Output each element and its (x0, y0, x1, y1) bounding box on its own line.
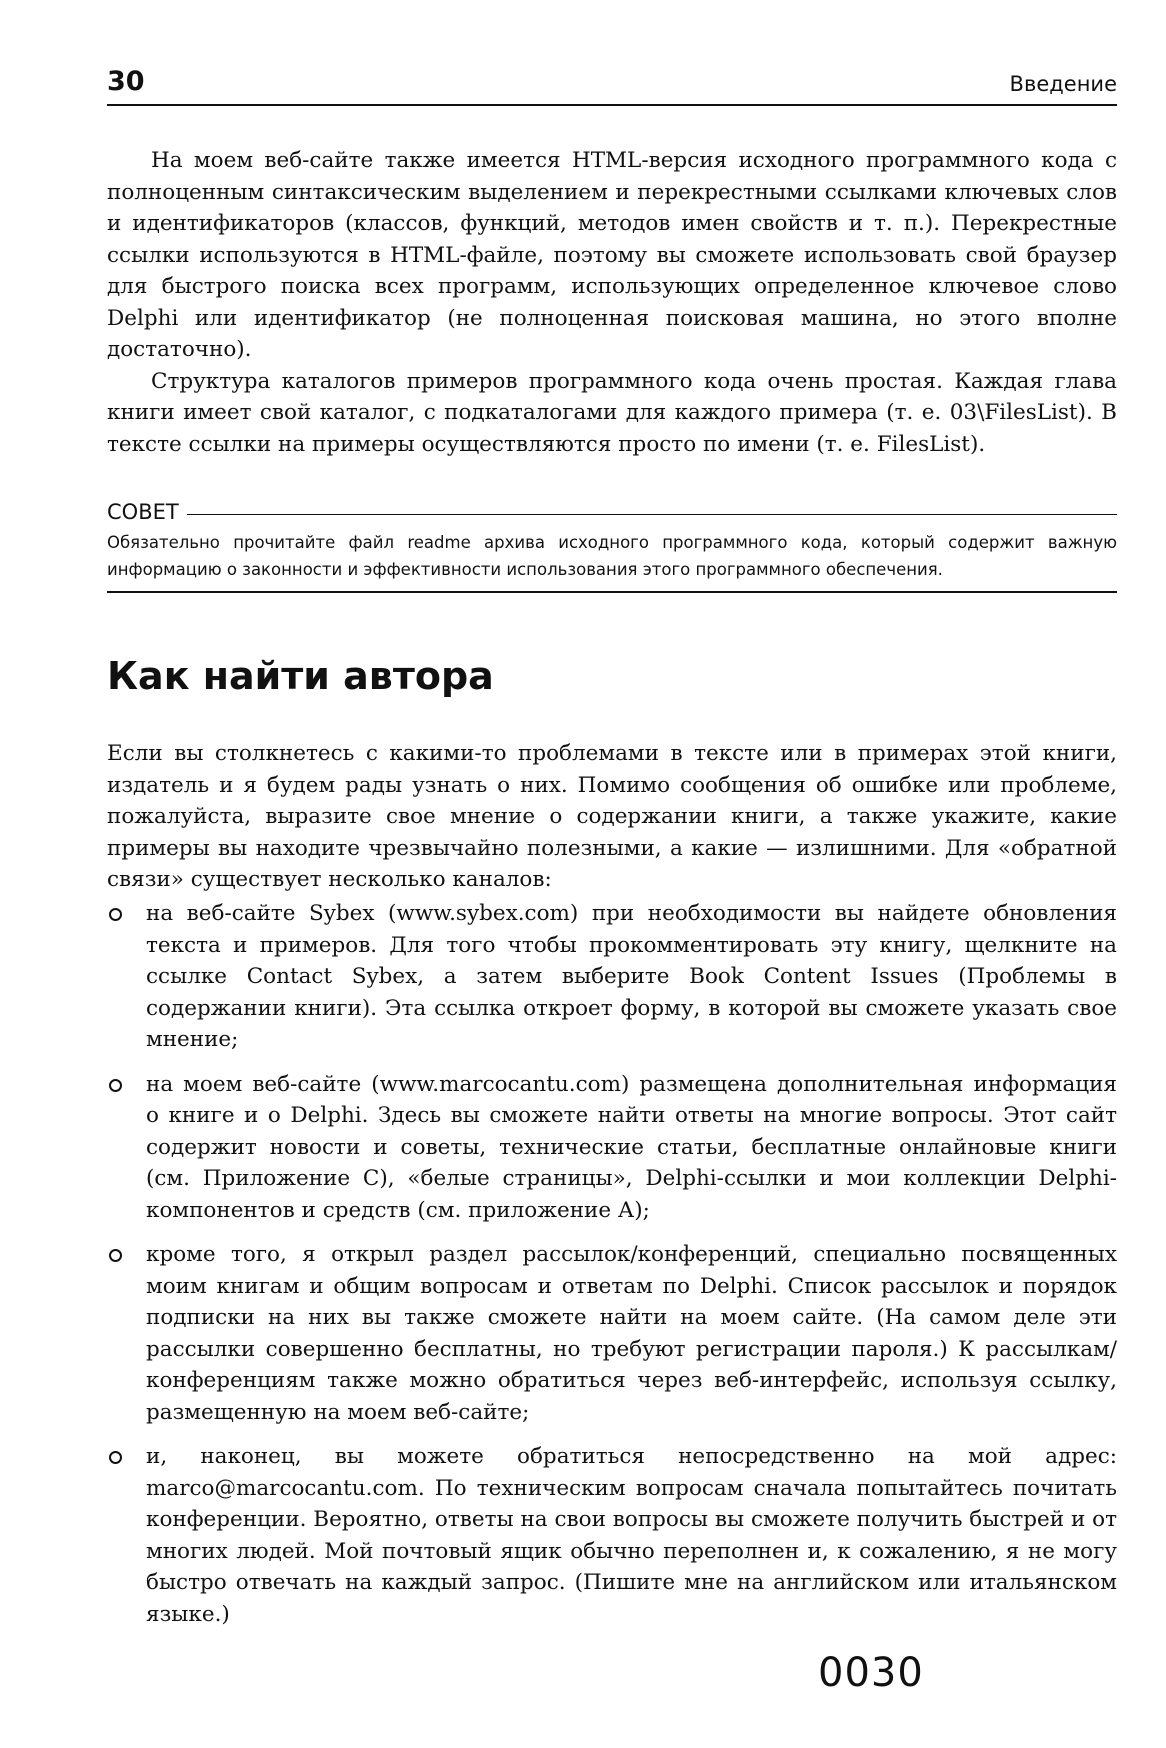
feedback-channels-list (107, 898, 1117, 1643)
section-heading: Как найти автора (107, 654, 494, 698)
running-header (107, 64, 1117, 106)
list-item (107, 1441, 1117, 1630)
bullet-circle-icon (109, 1249, 122, 1262)
tip-box (107, 497, 1117, 593)
chapter-title: Введение (1009, 72, 1117, 96)
list-item-text: на веб-сайте Sybex (www.sybex.com) при необходимости вы найдете обновления текста и примеров. Для того чтобы прокомментировать эту книгу, щелкните на ссылке Contact Sybex, а затем выберите Book Content Issues (Проблемы в содержании книги). Эта ссылка откроет форму, в которой вы сможете указать свое мнение; (146, 901, 1117, 1052)
intro-text-block (107, 145, 1117, 460)
scan-page-stamp: 0030 (818, 1650, 924, 1696)
section-intro-paragraph: Если вы столкнетесь с какими-то проблемами в тексте или в примерах этой книги, издатель и я будем рады узнать о них. Помимо сообщения об ошибке или проблеме, пожалуйста, выразите свое мнение о содержании книги, а также укажите, какие примеры вы находите чрезвычайно полезными, а какие — излишними. Для «обратной связи» существует несколько каналов: (107, 741, 1117, 892)
list-item-text: кроме того, я открыл раздел рассылок/конференций, специально посвященных моим книгам и общим вопросам и ответам по Delphi. Список рассылок и порядок подписки на них вы также сможете найти на моем сайте. (На самом деле эти рассылки совершенно бесплатны, но требуют регистрации пароля.) К рассылкам/конференциям также можно обратиться через веб-интерфейс, используя ссылку, размещенную на моем веб-сайте; (146, 1242, 1117, 1425)
bullet-circle-icon (109, 908, 122, 921)
tip-header (107, 497, 1117, 527)
tip-divider (187, 514, 1117, 515)
paragraph-catalog-structure: Структура каталогов примеров программного кода очень простая. Каждая глава книги имеет свой каталог, с подкаталогами для каждого примера (т. е. 03\FilesList). В тексте ссылки на примеры осуществляются просто по имени (т. е. FilesList). (107, 368, 1117, 457)
list-item-text: на моем веб-сайте (www.marcocantu.com) размещена дополнительная информация о книге и о Delphi. Здесь вы сможете найти ответы на многие вопросы. Этот сайт содержит новости и советы, технические статьи, бесплатные онлайновые книги (см. Приложение С), «белые страницы», Delphi-ссылки и мои коллекции Delphi-компонентов и средств (см. приложение А); (146, 1071, 1117, 1223)
list-item (107, 898, 1117, 1056)
tip-label: СОВЕТ (107, 500, 179, 524)
page-number: 30 (107, 66, 145, 97)
section-intro (107, 738, 1117, 896)
paragraph-html-version: На моем веб-сайте также имеется HTML-версия исходного программного кода с полноценным синтаксическим выделением и перекрестными ссылками ключевых слов и идентификаторов (классов, функций, методов имен свойств и т. п.). Перекрестные ссылки используются в HTML-файле, поэтому вы сможете использовать свой браузер для быстрого поиска всех программ, использующих определенное ключевое слово Delphi или идентификатор (не полноценная поисковая машина, но этого вполне достаточно). (107, 148, 1117, 362)
list-item-text: и, наконец, вы можете обратиться непосредственно на мой адрес: marco@marcocantu.com. По техническим вопросам сначала попытайтесь почитать конференции. Вероятно, ответы на свои вопросы вы сможете получить быстрей и от многих людей. Мой почтовый ящик обычно переполнен и, к сожалению, я не могу быстро отвечать на каждый запрос. (Пишите мне на английском или итальянском языке.) (146, 1444, 1117, 1627)
tip-text: Обязательно прочитайте файл readme архива исходного программного кода, который содержит важную информацию о законности и эффективности использования этого программного обеспечения. (107, 533, 1117, 579)
bullet-circle-icon (109, 1079, 122, 1092)
list-item (107, 1069, 1117, 1227)
bullet-circle-icon (109, 1451, 122, 1464)
list-item (107, 1239, 1117, 1428)
